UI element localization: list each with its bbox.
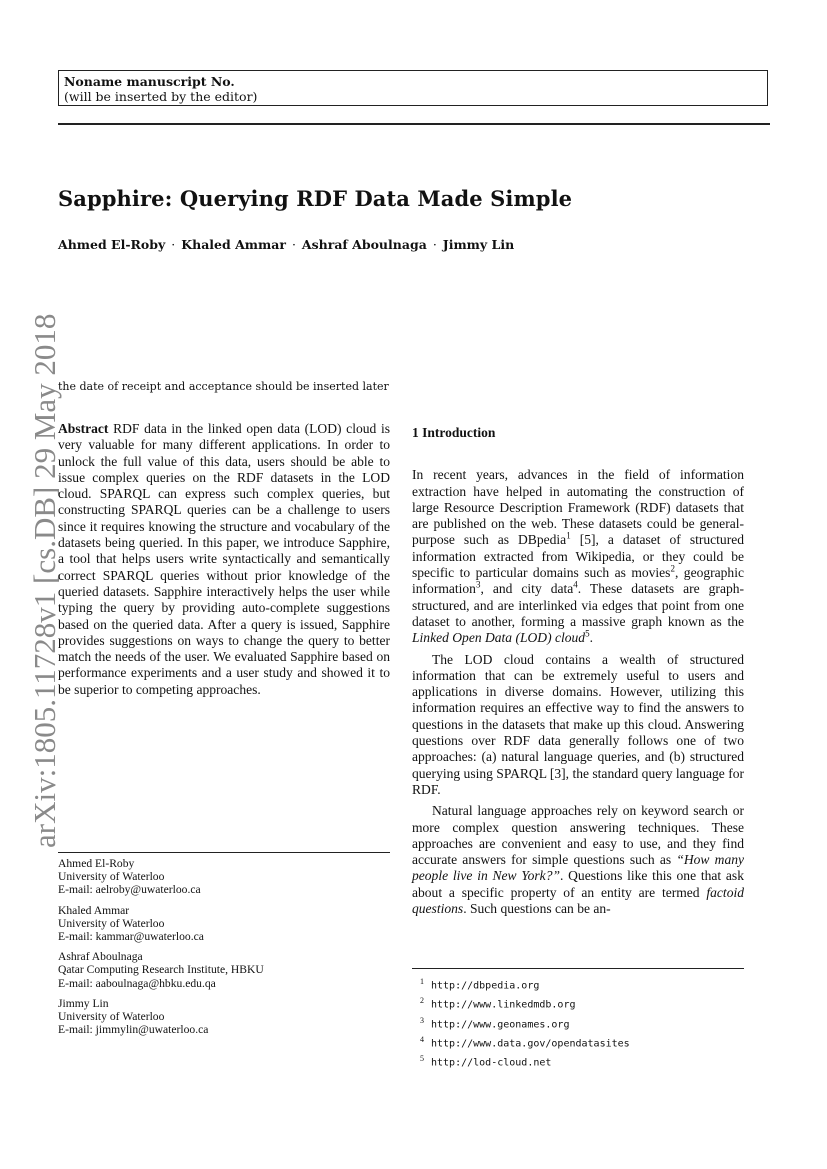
abstract-label: Abstract [58, 421, 109, 436]
introduction-section [412, 421, 744, 922]
affiliation-block [58, 997, 390, 1037]
author-name: Jimmy Lin [442, 237, 515, 252]
affiliation-name: Ahmed El-Roby [58, 857, 135, 870]
affiliation-block [58, 904, 390, 944]
text-span: , and city data [480, 581, 574, 597]
author-name: Ahmed El-Roby [58, 237, 166, 252]
text-span: [5], a dataset of structured information extracted from Wikipedia, or they could be specific to particular domains such as movies [412, 532, 744, 581]
editor-note: (will be inserted by the editor) [64, 89, 258, 104]
affiliation-name: Ashraf Aboulnaga [58, 950, 143, 964]
text-span: . Such questions can be an- [463, 901, 611, 917]
text-span: . These datasets are graph-structured, and are interlinked via edges that point from one dataset to another, forming a massive graph known as the [412, 581, 745, 629]
manuscript-number: Noname manuscript No. [64, 74, 235, 89]
affiliation-org: University of Waterloo [58, 870, 165, 884]
text-span: Natural language approaches rely on keyword search or more complex question answering techniques. These approaches are convenient and easy to use, and they find accurate answers for simple questions such as [412, 803, 744, 868]
abstract-section [58, 421, 390, 698]
footnote-ref[interactable]: 2 [670, 563, 675, 574]
affiliation-org: Qatar Computing Research Institute, HBKU [58, 963, 264, 977]
author-separator: · [171, 237, 176, 252]
header-rule [58, 123, 770, 125]
intro-paragraph-3 [412, 803, 744, 917]
affiliation-email[interactable]: E-mail: kammar@uwaterloo.ca [58, 930, 204, 944]
text-span: In recent years, advances in the field of information extraction have helped in automating the construction of large Resource Description Framework (RDF) datasets that are published on the web. These datasets could be general-purpose such as DBpedia [412, 467, 744, 548]
author-list [58, 237, 514, 252]
intro-paragraph-1 [412, 467, 744, 646]
author-name: Ashraf Aboulnaga [301, 237, 427, 252]
lod-term: Linked Open Data (LOD) cloud [412, 630, 586, 646]
author-separator: · [432, 237, 437, 252]
abstract-text: RDF data in the linked open data (LOD) cloud is very valuable for many different applications. In order to unlock the full value of this data, users should be able to issue complex queries on the RDF datasets in the LOD cloud. SPARQL can express such complex queries, but constructing SPARQL queries can be a challenge to users since it requires knowing the structure and vocabulary of the datasets being queried. In this paper, we introduce Sapphire, a tool that helps users write syntactically and semantically correct SPARQL queries without prior knowledge of the queried datasets. Sapphire interactively helps the user while typing the query by providing auto-complete suggestions based on the queried data. After a query is issued, Sapphire provides suggestions on ways to change the query to better match the needs of the user. We evaluated Sapphire based on performance experiments and a user study and showed it to be superior to competing approaches. [58, 421, 390, 697]
factoid-term: factoid questions [412, 884, 744, 917]
footnote-ref[interactable]: 3 [475, 579, 481, 590]
example-quote: “How many people live in New York?” [412, 852, 745, 884]
affiliation-name: Khaled Ammar [58, 903, 130, 917]
affiliation-email[interactable]: E-mail: aelroby@uwaterloo.ca [58, 883, 201, 897]
affiliation-block [58, 950, 390, 990]
footnote-url[interactable]: http://www.linkedmdb.org [431, 999, 576, 1011]
footnote [420, 974, 750, 993]
footnote-number: 3 [420, 1015, 424, 1025]
affiliation-block [58, 857, 390, 897]
abstract-paragraph [58, 421, 390, 698]
paper-title: Sapphire: Querying RDF Data Made Simple [58, 186, 573, 211]
footnote [420, 1013, 750, 1032]
affiliation-rule [58, 852, 390, 853]
affiliation-org: University of Waterloo [58, 916, 165, 930]
affiliation-org: University of Waterloo [58, 1010, 165, 1024]
author-name: Khaled Ammar [181, 237, 286, 252]
footnote-ref[interactable]: 5 [585, 628, 590, 639]
footnote-number: 5 [420, 1054, 424, 1064]
affiliation-name: Jimmy Lin [58, 996, 109, 1010]
footnote-url[interactable]: http://lod-cloud.net [431, 1057, 552, 1069]
footnotes [420, 974, 750, 1071]
affiliations [58, 857, 390, 1043]
section-heading: 1 Introduction [412, 425, 496, 440]
footnote-ref[interactable]: 1 [566, 530, 571, 541]
footnote-url[interactable]: http://www.geonames.org [431, 1018, 570, 1030]
footnote [420, 993, 750, 1012]
footnote-number: 2 [420, 996, 424, 1006]
intro-paragraph-2: The LOD cloud contains a wealth of structured information that can be extremely useful to users and applications in diverse domains. However, utilizing this information requires an effective way to find the answers to questions in the datasets that make up this cloud. Answering questions over RDF data generally follows one of two approaches: (a) natural language queries, and (b) structured querying using SPARQL [3], the standard query language for RDF. [412, 651, 744, 797]
footnote-url[interactable]: http://www.data.gov/opendatasites [431, 1038, 630, 1050]
received-note: the date of receipt and acceptance should be inserted later [58, 380, 389, 393]
arxiv-stamp: arXiv:1805.11728v1 [cs.DB] 29 May 2018 [27, 313, 62, 848]
footnote-number: 1 [420, 977, 424, 986]
footnote-number: 4 [420, 1034, 424, 1044]
footnote-rule [412, 968, 744, 969]
affiliation-email[interactable]: E-mail: jimmylin@uwaterloo.ca [58, 1023, 209, 1037]
text-span: . [589, 630, 593, 646]
text-span: , geographic information [412, 565, 744, 597]
footnote [420, 1051, 750, 1070]
author-separator: · [291, 237, 296, 252]
text-span: . Questions like this one that ask about a specific property of an entity are termed [412, 868, 744, 900]
footnote-ref[interactable]: 4 [573, 579, 578, 590]
footnote-url[interactable]: http://dbpedia.org [431, 980, 540, 992]
manuscript-header-box [58, 70, 768, 106]
affiliation-email[interactable]: E-mail: aaboulnaga@hbku.edu.qa [58, 976, 216, 990]
footnote [420, 1032, 750, 1051]
